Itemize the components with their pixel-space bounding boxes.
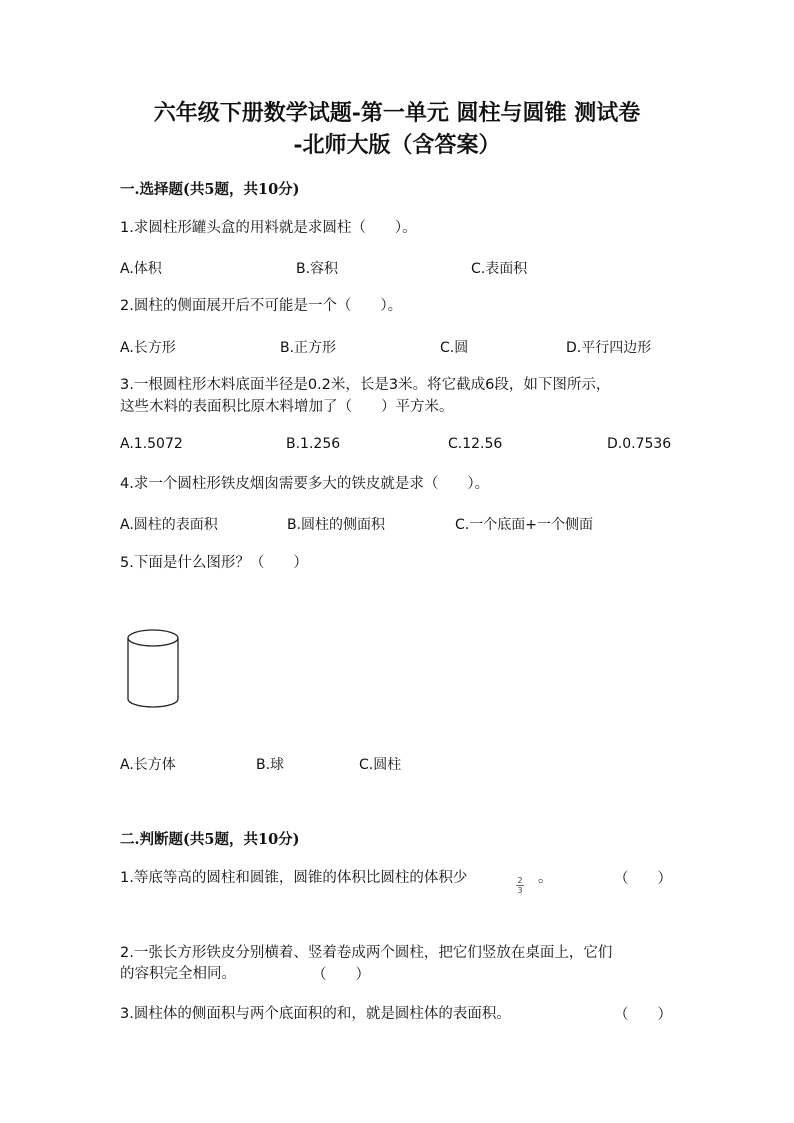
question-2-option-b: B.正方形 bbox=[280, 340, 337, 356]
question-4-option-a: A.圆柱的表面积 bbox=[120, 517, 218, 533]
judgement-1-answer-paren: （ ） bbox=[614, 871, 672, 887]
question-3-option-c: C.12.56 bbox=[448, 436, 503, 452]
section-heading-choice: 一.选择题(共5题，共10分) bbox=[120, 181, 300, 198]
question-2-text: 2.圆柱的侧面展开后不可能是一个（ ）。 bbox=[120, 298, 403, 314]
question-1-option-b: B.容积 bbox=[296, 261, 339, 277]
judgement-1-text: 1.等底等高的圆柱和圆锥，圆锥的体积比圆柱的体积少 bbox=[120, 870, 468, 886]
judgement-2-text-line1: 2.一张长方形铁皮分别横着、竖着卷成两个圆柱，把它们竖放在桌面上，它们 bbox=[120, 945, 613, 961]
question-4-text: 4.求一个圆柱形铁皮烟囱需要多大的铁皮就是求（ ）。 bbox=[120, 476, 490, 492]
judgement-2-text-line2: 的容积完全相同。 bbox=[120, 966, 236, 982]
question-5-option-b: B.球 bbox=[256, 757, 285, 773]
question-2-option-d: D.平行四边形 bbox=[566, 340, 652, 356]
fraction-denominator: 3 bbox=[517, 886, 523, 895]
judgement-2-answer-paren: （ ） bbox=[312, 967, 370, 983]
question-3-option-a: A.1.5072 bbox=[120, 436, 183, 452]
question-2-option-c: C.圆 bbox=[440, 340, 469, 356]
judgement-3-answer-paren: （ ） bbox=[614, 1007, 672, 1023]
fraction-two-thirds bbox=[515, 876, 525, 895]
cylinder-top-ellipse bbox=[128, 630, 178, 646]
question-1-option-c: C.表面积 bbox=[471, 261, 528, 277]
question-5-option-c: C.圆柱 bbox=[359, 757, 402, 773]
question-3-text-line2: 这些木料的表面积比原木料增加了（ ）平方米。 bbox=[120, 399, 454, 415]
question-5-option-a: A.长方体 bbox=[120, 757, 176, 773]
question-5-text: 5.下面是什么图形？（ ） bbox=[120, 555, 308, 571]
question-3-option-d: D.0.7536 bbox=[607, 436, 672, 452]
document-title-line2: -北师大版（含答案） bbox=[293, 132, 501, 158]
cylinder-figure bbox=[126, 627, 182, 711]
cylinder-bottom-arc bbox=[128, 699, 178, 707]
document-title-line1: 六年级下册数学试题-第一单元 圆柱与圆锥 测试卷 bbox=[153, 100, 641, 126]
judgement-1-suffix: 。 bbox=[538, 870, 553, 886]
fraction-numerator: 2 bbox=[517, 876, 523, 885]
question-1-option-a: A.体积 bbox=[120, 261, 162, 277]
question-2-option-a: A.长方形 bbox=[120, 340, 176, 356]
question-4-option-b: B.圆柱的侧面积 bbox=[287, 517, 386, 533]
judgement-3-text: 3.圆柱体的侧面积与两个底面积的和，就是圆柱体的表面积。 bbox=[120, 1006, 511, 1022]
question-3-option-b: B.1.256 bbox=[286, 436, 341, 452]
question-1-text: 1.求圆柱形罐头盒的用料就是求圆柱（ ）。 bbox=[120, 220, 417, 236]
question-3-text-line1: 3.一根圆柱形木料底面半径是0.2米，长是3米。将它截成6段，如下图所示， bbox=[120, 377, 611, 393]
section-heading-judgement: 二.判断题(共5题，共10分) bbox=[120, 831, 300, 848]
question-4-option-c: C.一个底面+一个侧面 bbox=[455, 517, 593, 533]
